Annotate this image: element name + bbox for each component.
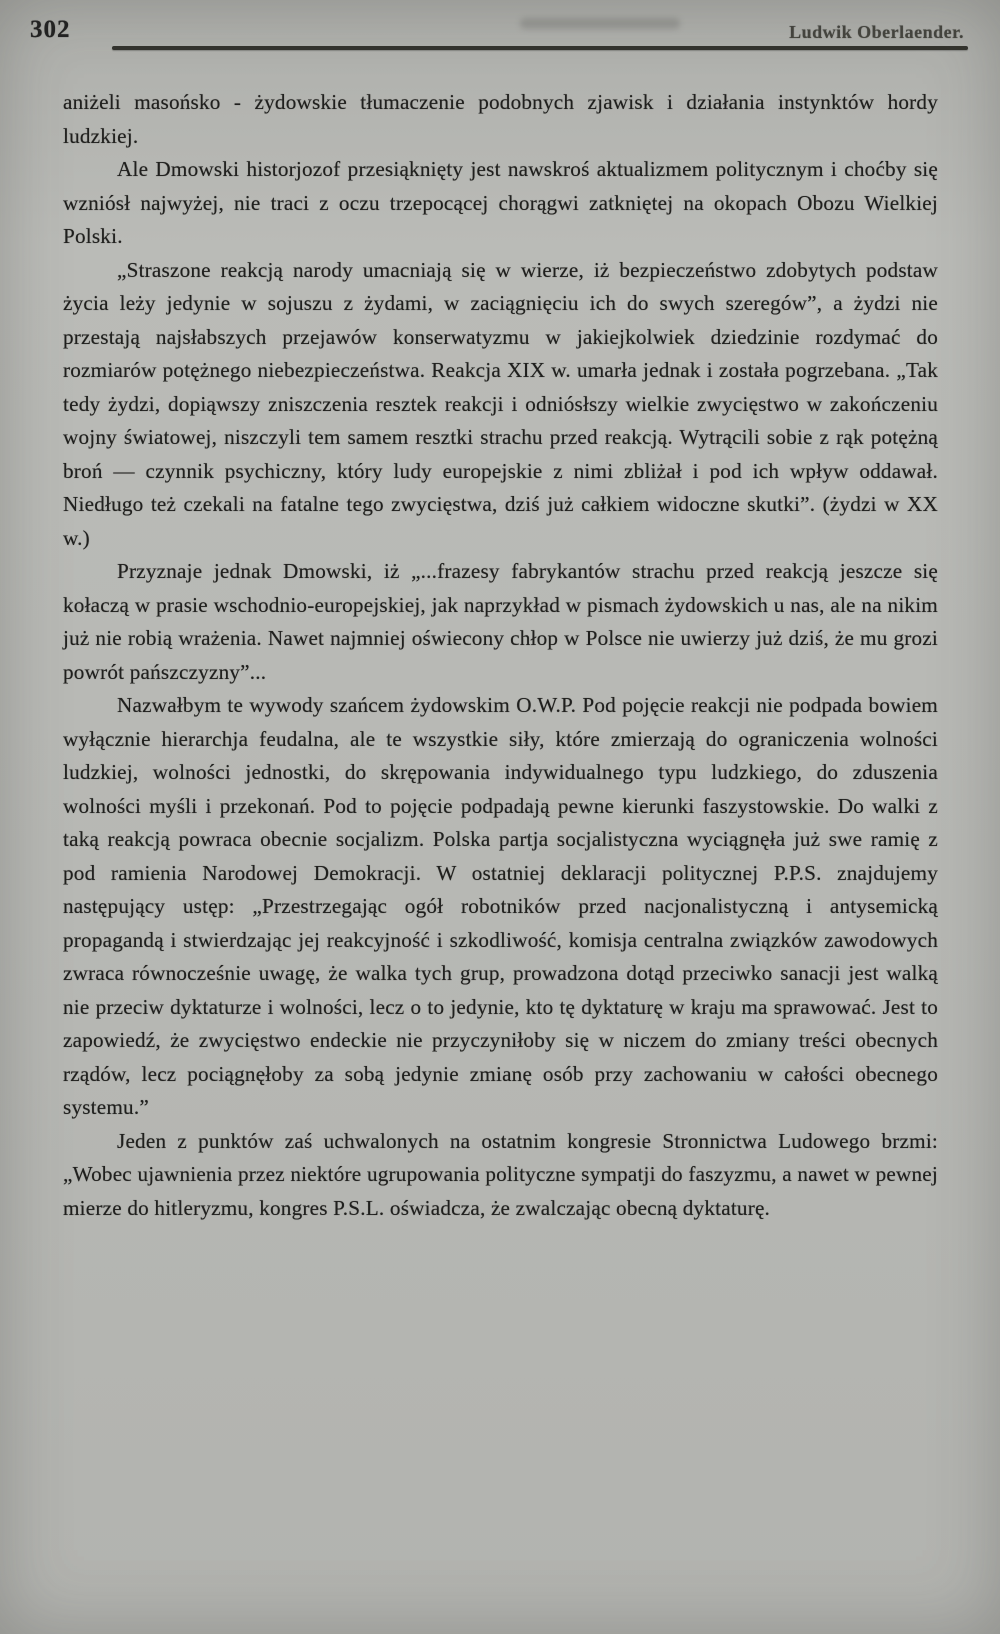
page-body — [63, 86, 938, 1225]
paragraph-4: Przyznaje jednak Dmowski, iż „...frazesy fabrykantów strachu przed reakcją jeszcze się kołaczą w prasie wschodnio-europejskiej, jak naprzykład w pismach żydowskich u nas, ale na nikim już nie robią wrażenia. Nawet najmniej oświecony chłop w Polsce nie uwierzy już dziś, że mu grozi powrót pańszczyzny”... — [63, 559, 938, 684]
paragraph-6: Jeden z punktów zaś uchwalonych na ostatnim kongresie Stronnictwa Ludowego brzmi: „Wobec ujawnienia przez niektóre ugrupowania polityczne sympatji do faszyzmu, a nawet w pewnej mierze do hitleryzmu, kongres P.S.L. oświadcza, że zwalczając obecną dyktaturę. — [63, 1128, 938, 1220]
page-header — [0, 10, 1000, 50]
paragraph-5: Nazwałbym te wywody szańcem żydowskim O.W.P. Pod pojęcie reakcji nie podpada bowiem wyłącznie hierarchja feudalna, ale te wszystkie siły, które zmierzają do ograniczenia wolności ludzkiej, wolności jednostki, do skrępowania indywidualnego typu ludzkiego, do zduszenia wolności myśli i przekonań. Pod to pojęcie podpadają pewne kierunki faszystowskie. Do walki z taką reakcją powraca obecnie socjalizm. Polska partja socjalistyczna wyciągnęła już swe ramię z pod ramienia Narodowej Demokracji. W ostatniej deklaracji politycznej P.P.S. znajdujemy następujący ustęp: „Przestrzegając ogół robotników przed nacjonalistyczną i antysemicką propagandą i stwierdzając jej reakcyjność i szkodliwość, komisja centralna związków zawodowych zwraca równocześnie uwagę, że walka tych grup, prowadzona dotąd przeciwko sanacji jest walką nie przeciw dyktaturze i wolności, lecz o to jedynie, kto tę dyktaturę w kraju ma sprawować. Jest to zapowiedź, że zwycięstwo endeckie nie przyczyniłoby się w niczem do zmiany treści obecnych rządów, lecz pociągnęłoby za sobą jedynie zmianę osób przy zachowaniu w całości obecnego systemu.” — [63, 693, 938, 1119]
paragraph-1: aniżeli masońsko - żydowskie tłumaczenie podobnych zjawisk i działania instynktów hordy ludzkiej. — [63, 90, 938, 148]
running-header: Ludwik Oberlaender. — [789, 22, 964, 42]
page-number: 302 — [30, 16, 71, 43]
scan-smudge — [520, 18, 680, 29]
paragraph-3: „Straszone reakcją narody umacniają się w wierze, iż bezpieczeństwo zdobytych podstaw życia leży jedynie w sojuszu z żydami, w zaciągnięciu ich do swych szeregów”, a żydzi nie przestają najsłabszych przejawów konserwatyzmu w jakiejkolwiek dziedzinie rozdymać do rozmiarów potężnego niebezpieczeństwa. Reakcja XIX w. umarła jednak i została pogrzebana. „Tak tedy żydzi, dopiąwszy zniszczenia resztek reakcji i odniósłszy wielkie zwycięstwo w zakończeniu wojny światowej, niszczyli tem samem resztki strachu przed reakcją. Wytrącili sobie z rąk potężną broń — czynnik psychiczny, który ludy europejskie z nimi zbliżał i pod ich wpływ oddawał. Niedługo też czekali na fatalne tego zwycięstwa, dziś już całkiem widoczne skutki”. (żydzi w XX w.) — [63, 257, 938, 550]
paragraph-2: Ale Dmowski historjozof przesiąknięty jest nawskroś aktualizmem politycznym i choćby się wzniósł najwyżej, nie traci z oczu trzepocącej chorągwi zatkniętej na okopach Obozu Wielkiej Polski. — [63, 157, 938, 248]
header-rule — [112, 46, 968, 50]
